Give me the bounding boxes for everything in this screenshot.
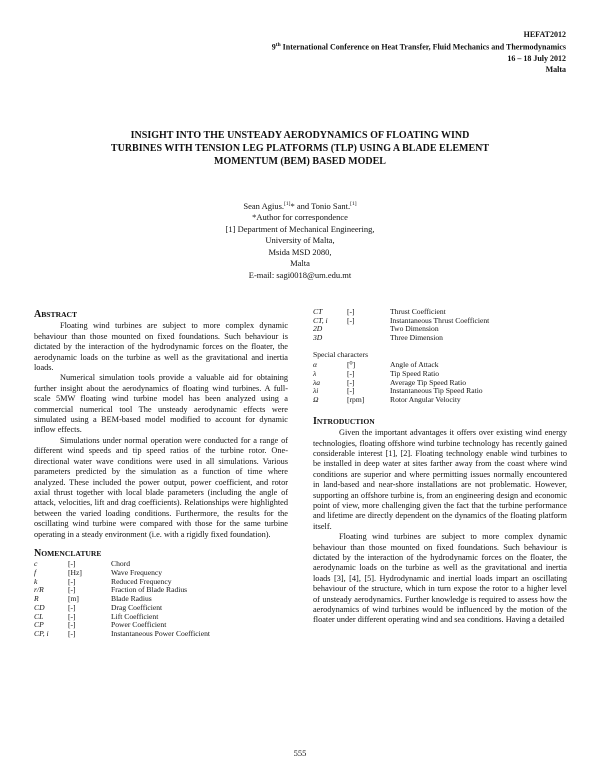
title-line-1: INSIGHT INTO THE UNSTEADY AERODYNAMICS OF FLOATING WIND	[130, 130, 470, 141]
right-column	[313, 308, 567, 626]
nom-description: Average Tip Speed Ratio	[390, 377, 466, 387]
conference-name: International Conference on Heat Transfer, Fluid Mechanics and Thermodynamics	[282, 42, 566, 52]
nom-description: Blade Radius	[111, 594, 152, 604]
nom-description: Power Coefficient	[111, 620, 167, 630]
nom-description: Drag Coefficient	[111, 602, 163, 612]
nom-unit: [⁰]	[347, 360, 356, 370]
nom-description: Two Dimension	[390, 324, 439, 334]
abstract-paragraph-2: Numerical simulation tools provide a valuable aid for obtaining further insight about the aerodynamics of floating wind turbines. A full-scale 5MW floating wind turbine model has been analyzed using a commercial numerical tool The unsteady aerodynamic effects were simulated using a BEM-based model modified to account for dynamic inflow effects.	[34, 373, 288, 435]
nomenclature-table	[34, 560, 210, 638]
introduction-heading-rest: NTRODUCTION	[316, 416, 375, 426]
nom-description: Tip Speed Ratio	[390, 368, 440, 378]
nom-description: Reduced Frequency	[111, 576, 172, 586]
nom-unit: [-]	[68, 576, 76, 586]
nom-symbol: CP, i	[34, 628, 49, 638]
author-1-affil: [1]	[284, 201, 291, 207]
nom-unit: [m]	[68, 594, 79, 604]
conference-name-line	[146, 40, 566, 53]
nom-symbol: λi	[313, 386, 319, 396]
introduction-heading	[313, 417, 567, 427]
nom-unit: [Hz]	[68, 568, 82, 578]
nom-unit: [-]	[347, 307, 355, 316]
nom-symbol: CT, i	[313, 315, 328, 325]
introduction-heading-initial: I	[313, 415, 317, 427]
conference-number: 9	[271, 42, 276, 52]
nom-symbol: k	[34, 576, 38, 586]
affiliation-university: University of Malta,	[265, 235, 335, 246]
conference-location: Malta	[545, 64, 566, 74]
nom-symbol: CT	[313, 307, 323, 316]
nom-symbol: R	[34, 594, 39, 604]
nom-unit: [-]	[68, 611, 76, 621]
nom-unit: [-]	[68, 559, 76, 569]
nomenclature-table-continued	[313, 308, 489, 343]
nom-unit: [-]	[347, 377, 355, 387]
nom-symbol: r/R	[34, 585, 44, 595]
introduction-paragraph-2: Floating wind turbines are subject to more complex dynamic behaviour than those mounted on fixed foundations. Such behaviour is dictated by the interaction of the hydrodynamic forces on the floater, the aerodynamic loads on the turbine as well as the gravitational and inertia loads [3], [4], [5]. Hydrodynamic and inertial loads impart an oscillating behaviour of the structure, which in turn expose the rotor to a higher level of unsteady aerodynamics. Further knowledge is required to assess how the aerodynamics of wind turbines would be influenced by the motion of the floater under different operating wind and sea conditions. Having a detailed	[313, 532, 567, 625]
nom-description: Rotor Angular Velocity	[390, 395, 461, 405]
nom-symbol: c	[34, 559, 38, 569]
nom-unit: [rpm]	[347, 395, 365, 405]
affiliation-dept: [1] Department of Mechanical Engineering,	[225, 223, 375, 234]
special-characters-heading: Special characters	[313, 349, 369, 359]
nom-symbol: Ω	[313, 395, 319, 405]
abstract-heading-initial: A	[34, 309, 42, 320]
nom-symbol: CD	[34, 602, 45, 612]
nom-description: Instantaneous Tip Speed Ratio	[390, 386, 483, 396]
author-block	[150, 199, 450, 281]
nom-description: Thrust Coefficient	[390, 307, 446, 316]
nom-unit	[347, 325, 390, 334]
nom-symbol: λ	[313, 368, 317, 378]
title-line-3: MOMENTUM (BEM) BASED MODEL	[214, 156, 386, 167]
affiliation-country: Malta	[290, 258, 310, 269]
nom-description: Fraction of Blade Radius	[111, 585, 188, 595]
page-number: 555	[293, 748, 307, 758]
table-row	[313, 334, 489, 343]
correspondence-note: *Author for correspondence	[252, 212, 348, 223]
paper-title	[60, 129, 540, 168]
nom-unit: [-]	[347, 315, 355, 325]
nom-description: Instantaneous Power Coefficient	[111, 628, 210, 638]
author-1: Sean Agius.	[243, 200, 285, 211]
nom-unit: [-]	[347, 386, 355, 396]
nomenclature-heading	[34, 549, 288, 559]
abstract-paragraph-1: Floating wind turbines are subject to more complex dynamic behaviour than those mounted on fixed foundations. Such behaviour is dictated by the interaction of the hydrodynamic forces on the floater, the aerodynamic loads on the turbine as well as the gravitational and inertia loads.	[34, 321, 288, 373]
nom-symbol: 2D	[313, 324, 323, 334]
author-2: * and Tonio Sant.	[290, 200, 351, 211]
nom-unit: [-]	[68, 602, 76, 612]
table-row	[313, 396, 483, 405]
nom-symbol: f	[34, 568, 37, 578]
table-row	[34, 630, 210, 639]
nom-symbol: CP	[34, 620, 44, 630]
nom-symbol: 3D	[313, 333, 323, 343]
nom-description: Instantaneous Thrust Coefficient	[390, 315, 490, 325]
special-characters-table	[313, 361, 483, 405]
affiliation-address: Msida MSD 2080,	[268, 246, 332, 257]
title-line-2: TURBINES WITH TENSION LEG PLATFORMS (TLP) USING A BLADE ELEMENT	[110, 143, 490, 154]
nom-unit: [-]	[347, 368, 355, 378]
abstract-heading-rest: BSTRACT	[41, 310, 78, 319]
nom-symbol: CL	[34, 611, 44, 621]
author-line	[150, 199, 450, 212]
conference-dates: 16 – 18 July 2012	[507, 53, 566, 63]
introduction-paragraph-1: Given the important advantages it offers over existing wind energy technologies, floating offshore wind turbine technology has recently gained considerable interest [1], [2]. Floating technology enable wind turbines to be installed in deep water at sites farther away from the coast where wind conditions are superior and where permitting issues normally encountered in land-based and near-shore installations are not problematic. However, supporting an offshore turbine is, from an engineering design and economic point of view, more challenging given the fact that the turbine performance and lifetime are directly dependent on the dynamics of the floating platform itself.	[313, 428, 567, 531]
nom-unit: [-]	[68, 620, 76, 630]
nom-description: Lift Coefficient	[111, 611, 159, 621]
nomenclature-heading-initial: N	[34, 547, 42, 559]
left-column	[34, 310, 288, 639]
conference-code: HEFAT2012	[523, 30, 566, 39]
author-email: E-mail: sagi0018@um.edu.mt	[248, 269, 352, 280]
nom-description: Three Dimension	[390, 333, 443, 343]
nom-unit: [-]	[68, 628, 76, 638]
conference-header	[146, 29, 566, 75]
nom-unit: [-]	[68, 585, 76, 595]
author-2-affil: [1]	[350, 201, 357, 207]
nom-description: Angle of Attack	[390, 360, 439, 370]
conference-number-suffix: th	[275, 42, 281, 48]
nom-symbol: α	[313, 360, 317, 370]
nom-description: Chord	[111, 559, 130, 569]
nom-symbol: λa	[313, 377, 321, 387]
nom-description: Wave Frequency	[111, 568, 163, 578]
abstract-heading	[34, 310, 288, 320]
nomenclature-heading-rest: OMENCLATURE	[41, 548, 102, 558]
abstract-paragraph-3: Simulations under normal operation were conducted for a range of different wind speeds and tip speed ratios of the turbine rotor. One-directional water wave conditions were used in all simulations. Various parameters predicted by the simulation as a function of time where analyzed. These included the power output, power coefficient, and rotor axial thrust together with local blade parameters (including the angle of attack, velocities, lift and drag coefficients). Relationships were highlighted between the varied loading conditions. Furthermore, the results for the oscillating wind turbine were compared with those for the same turbine operating in a steady environment (i.e. with a rigidly fixed foundation).	[34, 435, 288, 539]
nom-unit	[347, 334, 390, 343]
